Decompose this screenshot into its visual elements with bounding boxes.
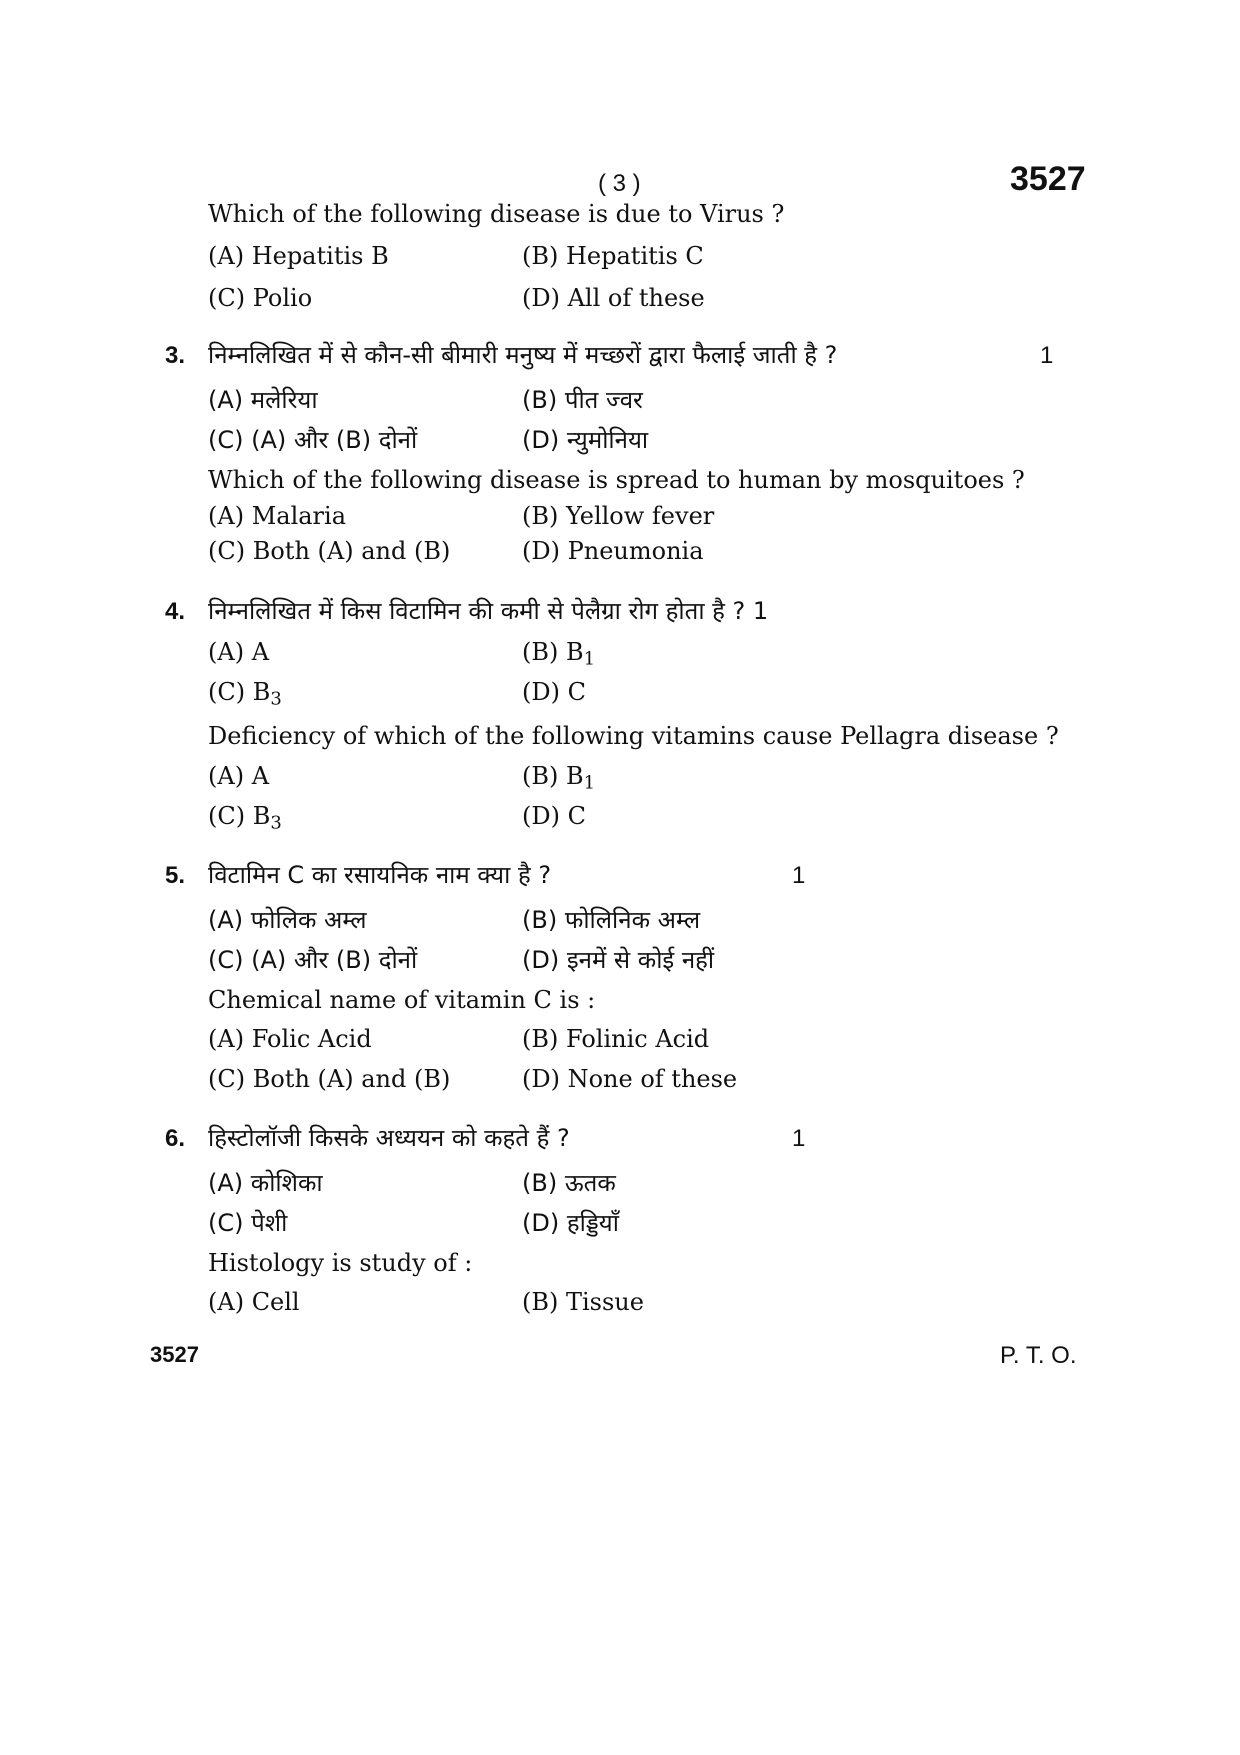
- q4-english-question: Deficiency of which of the following vitamins cause Pellagra disease ?: [208, 722, 1059, 750]
- q4-number: 4.: [165, 598, 186, 625]
- q4-english-option-b: (B) $B_1$: [522, 762, 596, 794]
- q4-hindi-option-b: (B) $B_1$: [522, 638, 596, 670]
- q2-option-b: (B) Hepatitis C: [522, 242, 704, 270]
- q3-number: 3.: [165, 342, 186, 369]
- q6-hindi-question: हिस्टोलॉजी किसके अध्ययन को कहते हैं ?: [208, 1124, 570, 1152]
- q5-hindi-option-b: (B) फोलिनिक अम्ल: [522, 906, 701, 934]
- q3-hindi-option-d: (D) न्युमोनिया: [522, 426, 649, 454]
- q5-english-question: Chemical name of vitamin C is :: [208, 986, 596, 1014]
- q3-hindi-question: निम्नलिखित में से कौन-सी बीमारी मनुष्य में मच्छरों द्वारा फैलाई जाती है ?: [208, 341, 838, 369]
- q3-english-option-a: (A) Malaria: [208, 502, 347, 530]
- q5-english-option-d: (D) None of these: [522, 1065, 738, 1093]
- page-number: ( 3 ): [598, 170, 641, 197]
- q6-hindi-option-c: (C) पेशी: [208, 1209, 288, 1237]
- q2-english-question: Which of the following disease is due to Virus ?: [208, 200, 785, 228]
- q4-english-option-a: (A) A: [208, 762, 270, 790]
- q3-hindi-option-a: (A) मलेरिया: [208, 386, 318, 414]
- q2-option-c: (C) Polio: [208, 284, 313, 312]
- q3-english-option-b: (B) Yellow fever: [522, 502, 715, 530]
- pto-label: P. T. O.: [1000, 1342, 1077, 1369]
- q6-hindi-option-d: (D) हड्डियाँ: [522, 1209, 619, 1237]
- q5-hindi-question: विटामिन C का रसायनिक नाम क्या है ?: [208, 861, 552, 889]
- q4-english-option-c: (C) $B_3$: [208, 802, 282, 834]
- paper-code-header: 3527: [1010, 160, 1086, 198]
- q5-english-option-a: (A) Folic Acid: [208, 1025, 372, 1053]
- q6-number: 6.: [165, 1125, 186, 1152]
- q3-english-option-c: (C) Both (A) and (B): [208, 537, 451, 565]
- q3-english-question: Which of the following disease is spread to human by mosquitoes ?: [208, 466, 1025, 494]
- q2-option-a: (A) Hepatitis B: [208, 242, 389, 270]
- q4-english-option-d: (D) C: [522, 802, 586, 830]
- q3-marks: 1: [1040, 342, 1054, 369]
- q3-english-option-d: (D) Pneumonia: [522, 537, 704, 565]
- paper-code-footer: 3527: [150, 1342, 199, 1367]
- q6-hindi-option-b: (B) ऊतक: [522, 1169, 616, 1197]
- q4-hindi-option-d: (D) C: [522, 678, 586, 706]
- q5-hindi-option-d: (D) इनमें से कोई नहीं: [522, 946, 715, 974]
- q5-english-option-c: (C) Both (A) and (B): [208, 1065, 451, 1093]
- q5-hindi-option-a: (A) फोलिक अम्ल: [208, 906, 367, 934]
- q4-hindi-option-c: (C) $B_3$: [208, 678, 282, 710]
- q3-hindi-option-c: (C) (A) और (B) दोनों: [208, 426, 418, 454]
- q4-hindi-option-a: (A) A: [208, 638, 270, 666]
- q6-english-option-b: (B) Tissue: [522, 1288, 644, 1316]
- q3-hindi-option-b: (B) पीत ज्वर: [522, 386, 643, 414]
- q5-hindi-option-c: (C) (A) और (B) दोनों: [208, 946, 418, 974]
- q5-number: 5.: [165, 862, 186, 889]
- q6-marks: 1: [792, 1125, 806, 1152]
- q6-english-question: Histology is study of :: [208, 1249, 473, 1277]
- q5-marks: 1: [792, 862, 806, 889]
- q4-hindi-question: निम्नलिखित में किस विटामिन की कमी से पेलैग्रा रोग होता है ? 1: [208, 597, 769, 625]
- q2-option-d: (D) All of these: [522, 284, 705, 312]
- q6-english-option-a: (A) Cell: [208, 1288, 300, 1316]
- q5-english-option-b: (B) Folinic Acid: [522, 1025, 710, 1053]
- q6-hindi-option-a: (A) कोशिका: [208, 1169, 323, 1197]
